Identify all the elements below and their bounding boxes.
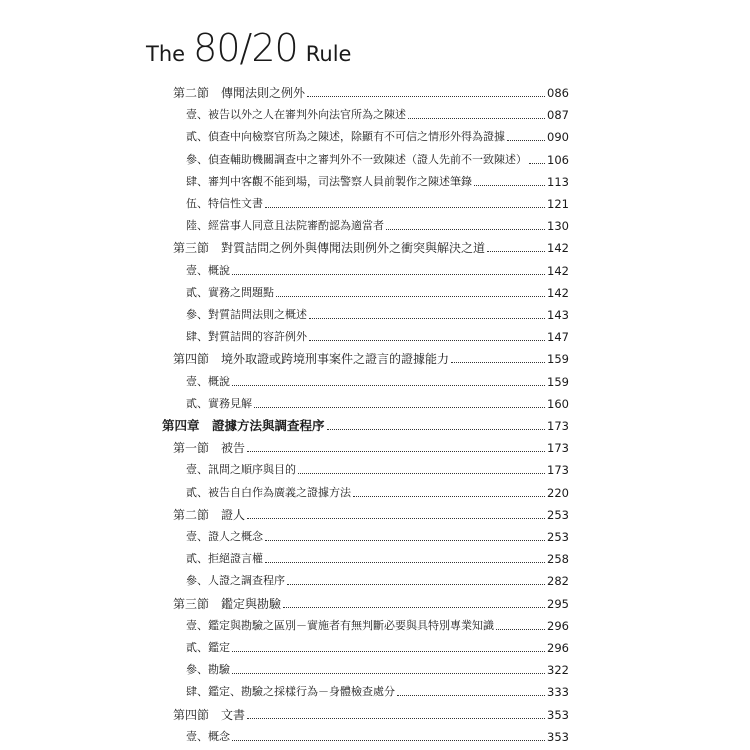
toc-item <box>186 390 569 412</box>
toc-page-number: 086 <box>547 86 569 100</box>
toc-label: 肆、鑑定、勘驗之採樣行為－身體檢查處分 <box>186 685 395 699</box>
toc-page-number: 353 <box>547 707 569 722</box>
toc-label: 貳、實務見解 <box>186 396 252 410</box>
dot-leader <box>247 451 545 452</box>
dot-leader <box>247 718 545 719</box>
toc-page-number: 220 <box>547 485 569 500</box>
toc-label: 參、人證之調查程序 <box>186 574 285 588</box>
toc-page-number: 333 <box>547 685 569 700</box>
toc-section <box>173 434 569 456</box>
toc-page-number: 295 <box>547 596 569 611</box>
toc-page-number: 173 <box>547 463 569 478</box>
toc-page-number: 253 <box>547 530 569 544</box>
toc-page-number: 121 <box>547 197 569 211</box>
toc-page-number: 142 <box>547 285 569 300</box>
toc-label: 肆、審判中客觀不能到場，司法警察人員前製作之陳述筆錄 <box>186 174 472 188</box>
toc-item <box>186 678 569 700</box>
toc-label: 壹、證人之概念 <box>186 530 263 543</box>
toc-label: 壹、概說 <box>186 374 230 388</box>
dot-leader <box>232 385 545 386</box>
toc-item <box>186 545 569 567</box>
toc-page-number: 130 <box>547 219 569 234</box>
dot-leader <box>232 274 545 275</box>
dot-leader <box>487 251 545 252</box>
dot-leader <box>507 140 545 141</box>
toc-label: 貳、拒絕證言權 <box>186 552 263 566</box>
toc-page-number: 173 <box>547 441 569 456</box>
toc-item <box>186 523 569 545</box>
toc-label: 第三節 鑑定與勘驗 <box>173 596 282 611</box>
toc-page-number: 160 <box>547 396 569 411</box>
toc-label: 壹、鑑定與勘驗之區別－實施者有無判斷必要與具特別專業知識 <box>186 618 494 632</box>
toc-section <box>173 590 569 612</box>
toc-label: 第二節 證人 <box>173 507 246 522</box>
toc-page-number: 087 <box>547 108 569 123</box>
dot-leader <box>307 96 545 97</box>
dot-leader <box>309 340 545 341</box>
dot-leader <box>276 296 545 297</box>
toc-page-number: 159 <box>547 352 569 367</box>
toc-section <box>173 345 569 367</box>
dot-leader <box>327 429 546 430</box>
dot-leader <box>474 185 545 186</box>
dot-leader <box>408 118 545 119</box>
toc-item <box>186 634 569 656</box>
toc-section <box>173 79 569 101</box>
dot-leader <box>529 163 545 164</box>
dot-leader <box>309 318 545 319</box>
toc-page-number: 143 <box>547 308 569 322</box>
toc-page-number: 282 <box>547 574 569 589</box>
toc-page-number: 296 <box>547 641 569 655</box>
toc-label: 壹、被告以外之人在審判外向法官所為之陳述 <box>186 108 406 122</box>
toc-item <box>186 123 569 145</box>
toc-label: 壹、概說 <box>186 263 230 277</box>
toc-label: 參、勘驗 <box>186 663 230 677</box>
toc-label: 陸、經當事人同意且法院審酌認為適當者 <box>186 219 384 233</box>
toc-page-number: 173 <box>547 419 569 433</box>
toc-page-number: 142 <box>547 241 569 256</box>
toc-label: 參、偵查輔助機關調查中之審判外不一致陳述（證人先前不一致陳述） <box>186 152 527 166</box>
dot-leader <box>254 407 545 408</box>
toc-item <box>186 567 569 589</box>
toc-label: 第四節 文書 <box>173 707 246 722</box>
header-number: 80/20 <box>193 26 298 70</box>
dot-leader <box>232 651 545 652</box>
dot-leader <box>232 673 545 674</box>
toc-section <box>173 501 569 523</box>
dot-leader <box>397 695 545 696</box>
toc-item <box>186 257 569 279</box>
toc-section <box>173 701 569 723</box>
toc-label: 伍、特信性文書 <box>186 197 263 210</box>
dot-leader <box>287 584 545 585</box>
toc-item <box>186 612 569 634</box>
toc-label: 第二節 傳聞法則之例外 <box>173 86 306 100</box>
toc-label: 貳、被告自白作為廣義之證據方法 <box>186 485 351 499</box>
toc-item <box>186 479 569 501</box>
toc-page-number: 322 <box>547 663 569 678</box>
toc-item <box>186 279 569 301</box>
toc-label: 壹、概念 <box>186 729 230 743</box>
toc-page-number: 090 <box>547 130 569 145</box>
toc-label: 第四節 境外取證或跨境刑事案件之證言的證據能力 <box>173 352 450 367</box>
toc-page-number: 159 <box>547 374 569 389</box>
header-word-the: The <box>146 42 186 66</box>
toc-item <box>186 190 569 212</box>
toc-page-number: 106 <box>547 152 569 167</box>
toc-item <box>186 723 569 745</box>
toc-label: 貳、偵查中向檢察官所為之陳述，除顯有不可信之情形外得為證據 <box>186 130 505 144</box>
toc-label: 第四章 證據方法與調查程序 <box>162 418 325 433</box>
toc-section <box>173 234 569 256</box>
toc-page-number: 258 <box>547 552 569 567</box>
dot-leader <box>265 540 545 541</box>
toc-item <box>186 212 569 234</box>
dot-leader <box>386 229 545 230</box>
header-word-rule: Rule <box>305 42 352 66</box>
dot-leader <box>283 607 545 608</box>
toc-item <box>186 301 569 323</box>
toc-item <box>186 368 569 390</box>
dot-leader <box>232 740 545 741</box>
toc-label: 第一節 被告 <box>173 441 246 456</box>
toc-page-number: 296 <box>547 618 569 633</box>
dot-leader <box>247 518 545 519</box>
toc-label: 貳、鑑定 <box>186 641 230 654</box>
dot-leader <box>265 562 545 563</box>
toc-page-number: 147 <box>547 330 569 345</box>
toc-item <box>186 168 569 190</box>
toc-page-number: 142 <box>547 263 569 278</box>
toc-item <box>186 656 569 678</box>
dot-leader <box>298 473 545 474</box>
dot-leader <box>496 629 545 630</box>
toc-label: 第三節 對質詰問之例外與傳聞法則例外之衝突與解決之道 <box>173 241 486 256</box>
toc-item <box>186 323 569 345</box>
toc-chapter <box>162 412 569 434</box>
toc-page-number: 253 <box>547 507 569 522</box>
toc-page-number: 113 <box>547 174 569 189</box>
toc-item <box>186 146 569 168</box>
toc-item <box>186 456 569 478</box>
toc-label: 壹、訊問之順序與目的 <box>186 463 296 477</box>
toc-label: 參、對質詰問法則之概述 <box>186 308 307 321</box>
dot-leader <box>353 496 545 497</box>
toc-page-number: 353 <box>547 729 569 744</box>
toc-label: 肆、對質詰問的容許例外 <box>186 330 307 344</box>
toc-item <box>186 101 569 123</box>
toc-label: 貳、實務之問題點 <box>186 285 274 299</box>
dot-leader <box>451 362 545 363</box>
dot-leader <box>265 207 545 208</box>
